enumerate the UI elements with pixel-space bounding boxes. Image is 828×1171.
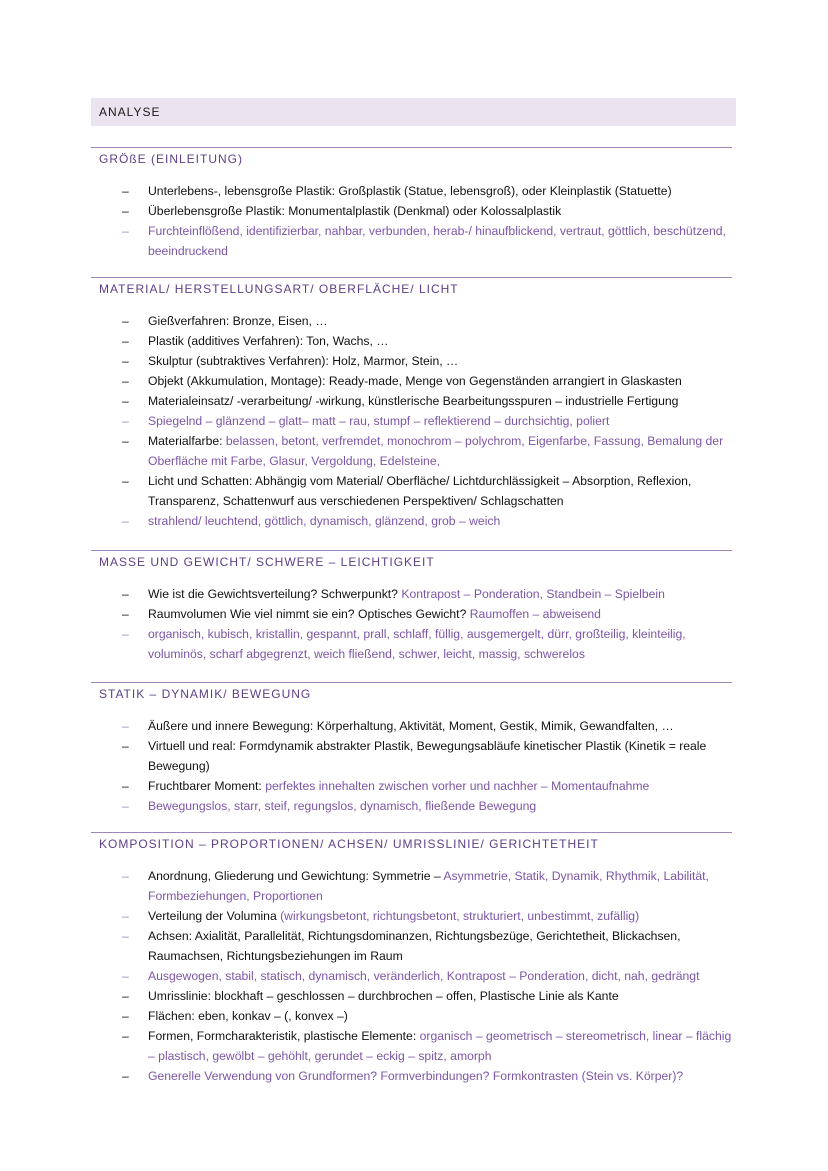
section-4 — [91, 682, 732, 816]
item-text: Achsen: Axialität, Parallelität, Richtungsdominanzen, Richtungsbezüge, Gerichtetheit, Blickachsen, Raumachsen, Richtungsbeziehungen im Raum — [148, 929, 681, 963]
dash-bullet-icon: – — [122, 719, 129, 733]
list-item — [91, 1006, 732, 1026]
keyword-text: Generelle Verwendung von Grundformen? Formverbindungen? Formkontrasten (Stein vs. Körper)? — [148, 1069, 684, 1083]
list-item — [91, 351, 732, 371]
dash-bullet-icon: – — [122, 1069, 129, 1083]
keyword-text: Spiegelnd – glänzend – glatt– matt – rau, stumpf – reflektierend – durchsichtig, poliert — [148, 414, 610, 428]
keyword-text: belassen, betont, verfremdet, monochrom – polychrom, Eigenfarbe, Fassung, Bemalung der Oberfläche mit Farbe, Glasur, Vergoldung, Edelsteine, — [148, 434, 724, 468]
list-item — [91, 776, 732, 796]
list-item — [91, 604, 732, 624]
dash-bullet-icon: – — [122, 989, 129, 1003]
list-item — [91, 926, 732, 966]
item-text: Materialfarbe: — [148, 434, 226, 448]
dash-bullet-icon: – — [122, 627, 129, 641]
list-item — [91, 906, 732, 926]
item-text: Verteilung der Volumina — [148, 909, 281, 923]
keyword-text: Kontrapost – Ponderation, Standbein – Spielbein — [401, 587, 665, 601]
list-item — [91, 471, 732, 511]
dash-bullet-icon: – — [122, 354, 129, 368]
bullet-list — [91, 584, 732, 664]
dash-bullet-icon: – — [122, 184, 129, 198]
list-item — [91, 311, 732, 331]
keyword-text: Ausgewogen, stabil, statisch, dynamisch, veränderlich, Kontrapost – Ponderation, dicht, nah, gedrängt — [148, 969, 700, 983]
item-text: Äußere und innere Bewegung: Körperhaltung, Aktivität, Moment, Gestik, Mimik, Gewandfalten, … — [148, 719, 674, 733]
item-text: Formen, Formcharakteristik, plastische Elemente: — [148, 1029, 420, 1043]
section-heading: GRÖßE (EINLEITUNG) — [91, 147, 732, 172]
keyword-text: Asymmetrie, Statik, Dynamik, Rhythmik, Labilität, Formbeziehungen, Proportionen — [148, 869, 709, 903]
keyword-text: organisch, kubisch, kristallin, gespannt, prall, schlaff, füllig, ausgemergelt, dürr, großteilig, kleinteilig, voluminös, scharf abgegrenzt, weich fließend, schwer, leicht, massig, schwerelos — [148, 627, 686, 661]
list-item — [91, 796, 732, 816]
list-item — [91, 716, 732, 736]
list-item — [91, 866, 732, 906]
dash-bullet-icon: – — [122, 394, 129, 408]
dash-bullet-icon: – — [122, 739, 129, 753]
list-item — [91, 221, 732, 261]
item-text: Materialeinsatz/ -verarbeitung/ -wirkung, künstlerische Bearbeitungsspuren – industrielle Fertigung — [148, 394, 679, 408]
dash-bullet-icon: – — [122, 929, 129, 943]
item-text: Gießverfahren: Bronze, Eisen, … — [148, 314, 328, 328]
item-text: Fruchtbarer Moment: — [148, 779, 266, 793]
keyword-text: organisch – geometrisch – stereometrisch, linear – flächig – plastisch, gewölbt – gehöhlt, gerundet – eckig – spitz, amorph — [148, 1029, 732, 1063]
dash-bullet-icon: – — [122, 799, 129, 813]
item-text: Raumvolumen Wie viel nimmt sie ein? Optisches Gewicht? — [148, 607, 470, 621]
bullet-list — [91, 866, 732, 1086]
dash-bullet-icon: – — [122, 909, 129, 923]
item-text: Virtuell und real: Formdynamik abstrakter Plastik, Bewegungsabläufe kinetischer Plastik (Kinetik = reale Bewegung) — [148, 739, 707, 773]
dash-bullet-icon: – — [122, 414, 129, 428]
bullet-list — [91, 716, 732, 816]
section-1 — [91, 147, 732, 261]
section-heading: MATERIAL/ HERSTELLUNGSART/ OBERFLÄCHE/ LICHT — [91, 277, 732, 302]
list-item — [91, 624, 732, 664]
list-item — [91, 331, 732, 351]
dash-bullet-icon: – — [122, 1009, 129, 1023]
list-item — [91, 391, 732, 411]
list-item — [91, 986, 732, 1006]
section-heading: STATIK – DYNAMIK/ BEWEGUNG — [91, 682, 732, 707]
list-item — [91, 181, 732, 201]
list-item — [91, 1066, 732, 1086]
list-item — [91, 371, 732, 391]
section-3 — [91, 550, 732, 664]
dash-bullet-icon: – — [122, 204, 129, 218]
list-item — [91, 431, 732, 471]
item-text: Überlebensgroße Plastik: Monumentalplastik (Denkmal) oder Kolossalplastik — [148, 204, 562, 218]
section-2 — [91, 277, 732, 531]
bullet-list — [91, 181, 732, 261]
item-text: Flächen: eben, konkav – (, konvex –) — [148, 1009, 348, 1023]
dash-bullet-icon: – — [122, 587, 129, 601]
item-text: Skulptur (subtraktives Verfahren): Holz, Marmor, Stein, … — [148, 354, 459, 368]
list-item — [91, 966, 732, 986]
item-text: Umrisslinie: blockhaft – geschlossen – durchbrochen – offen, Plastische Linie als Kante — [148, 989, 619, 1003]
dash-bullet-icon: – — [122, 474, 129, 488]
list-item — [91, 584, 732, 604]
dash-bullet-icon: – — [122, 314, 129, 328]
bullet-list — [91, 311, 732, 531]
keyword-text: perfektes innehalten zwischen vorher und nachher – Momentaufnahme — [265, 779, 650, 793]
item-text: Licht und Schatten: Abhängig vom Material/ Oberfläche/ Lichtdurchlässigkeit – Absorption, Reflexion, Transparenz, Schattenwurf aus verschiedenen Perspektiven/ Schlagschatten — [148, 474, 692, 508]
item-text: Anordnung, Gliederung und Gewichtung: Symmetrie – — [148, 869, 444, 883]
dash-bullet-icon: – — [122, 224, 129, 238]
list-item — [91, 1026, 732, 1066]
keyword-text: strahlend/ leuchtend, göttlich, dynamisch, glänzend, grob – weich — [148, 514, 501, 528]
dash-bullet-icon: – — [122, 607, 129, 621]
dash-bullet-icon: – — [122, 334, 129, 348]
keyword-text: (wirkungsbetont, richtungsbetont, strukturiert, unbestimmt, zufällig) — [280, 909, 640, 923]
keyword-text: Bewegungslos, starr, steif, regungslos, dynamisch, fließende Bewegung — [148, 799, 537, 813]
dash-bullet-icon: – — [122, 514, 129, 528]
dash-bullet-icon: – — [122, 969, 129, 983]
section-heading: KOMPOSITION – PROPORTIONEN/ ACHSEN/ UMRISSLINIE/ GERICHTETHEIT — [91, 832, 732, 857]
list-item — [91, 736, 732, 776]
item-text: Wie ist die Gewichtsverteilung? Schwerpunkt? — [148, 587, 402, 601]
item-text: Unterlebens-, lebensgroße Plastik: Großplastik (Statue, lebensgroß), oder Kleinplastik (Statuette) — [148, 184, 672, 198]
dash-bullet-icon: – — [122, 434, 129, 448]
item-text: Plastik (additives Verfahren): Ton, Wachs, … — [148, 334, 389, 348]
keyword-text: Raumoffen – abweisend — [469, 607, 601, 621]
list-item — [91, 411, 732, 431]
analyse-banner: ANALYSE — [91, 98, 736, 126]
item-text: Objekt (Akkumulation, Montage): Ready-made, Menge von Gegenständen arrangiert in Glaskasten — [148, 374, 682, 388]
section-5 — [91, 832, 732, 1086]
dash-bullet-icon: – — [122, 869, 129, 883]
dash-bullet-icon: – — [122, 1029, 129, 1043]
dash-bullet-icon: – — [122, 374, 129, 388]
list-item — [91, 201, 732, 221]
dash-bullet-icon: – — [122, 779, 129, 793]
keyword-text: Furchteinflößend, identifizierbar, nahbar, verbunden, herab-/ hinaufblickend, vertraut, göttlich, beschützend, beeindruckend — [148, 224, 726, 258]
section-heading: MASSE UND GEWICHT/ SCHWERE – LEICHTIGKEIT — [91, 550, 732, 575]
list-item — [91, 511, 732, 531]
